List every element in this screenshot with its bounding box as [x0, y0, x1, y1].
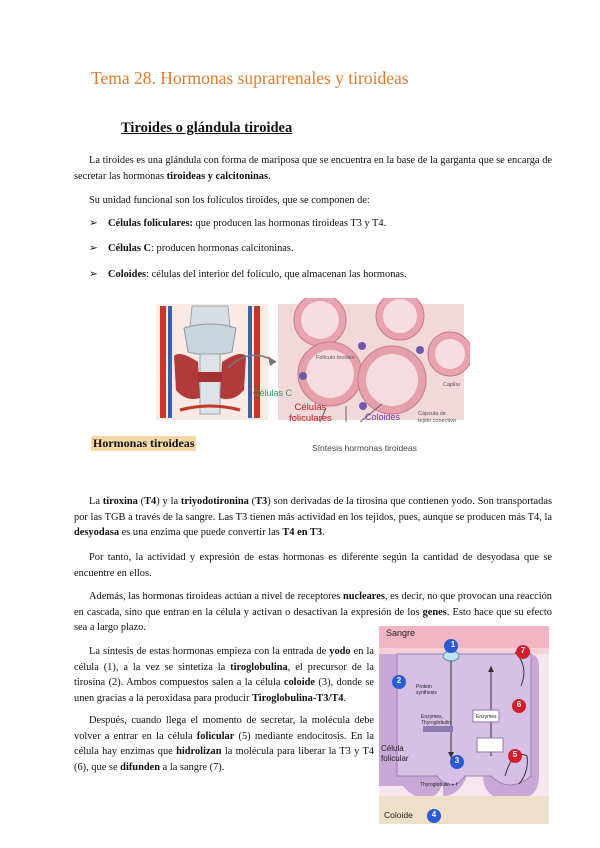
- bold-text: hidrolizan: [176, 746, 222, 758]
- bold-text: coloide: [283, 677, 316, 689]
- celulas-foliculares-label: [289, 402, 332, 424]
- thyroglobulin-label: Thyroglobulin + I⁻: [420, 782, 460, 788]
- coloides-label: Coloides: [365, 412, 401, 422]
- text: (: [248, 496, 256, 507]
- intro-paragraph: [74, 153, 552, 184]
- text: La síntesis de estas hormonas empieza con la entrada de: [89, 646, 330, 657]
- follicular-cell-figure: [379, 626, 549, 824]
- enzymes-line2: Thyroglobulin: [421, 720, 452, 726]
- paragraph-secrecion: [74, 713, 374, 775]
- step-5-badge: 5: [512, 750, 518, 759]
- foliculares-line2: foliculares: [289, 413, 332, 424]
- intro-text: La tiroides es una glándula con forma de mariposa que se encuentra en la base de la garganta que se encarga de secretar las hormonas: [74, 155, 552, 182]
- bold-text: yodo: [329, 646, 351, 657]
- coloide-label: Coloide: [384, 810, 413, 820]
- unit-paragraph: Su unidad funcional son los folículos tiroides, que se componen de:: [89, 195, 370, 206]
- sangre-label: Sangre: [386, 628, 416, 638]
- thyroid-anatomy-illustration: [156, 304, 268, 420]
- text: , es decir, no que provocan una reacción en cascada, sino que entran en la célula y activan o desactivan la expresión de los: [74, 591, 552, 618]
- bold-text: genes: [422, 606, 447, 618]
- paragraph-t3-t4: [74, 494, 552, 541]
- bullet-term: Células foliculares:: [108, 218, 193, 229]
- celula-folicular-label: [381, 744, 409, 764]
- text: (3), donde se unen gracias a la peroxidasa para producir: [74, 677, 374, 704]
- capilar-label: Capilar: [443, 382, 461, 388]
- text: , el precursor de la tirosina (2). Ambos compuestos salen a la célula: [74, 661, 374, 689]
- text: (5) mediante endocitosis. En la célula hay enzimas que: [74, 730, 374, 758]
- text: (: [137, 496, 145, 507]
- bullet-item: ➢ Células foliculares: que producen las hormonas tiroideas T3 y T4.: [89, 218, 387, 229]
- paragraph-desyodasa: Por tanto, la actividad y expresión de estas hormonas es diferente según la cantidad de desyodasa que se encuentre en ellos.: [74, 552, 552, 579]
- bold-text: nucleares: [342, 591, 385, 602]
- text: la molécula para liberar la T3 y T4 (6), que se: [74, 746, 374, 773]
- text: .: [322, 527, 325, 539]
- text: a la sangre (7).: [160, 761, 225, 773]
- intro-end: .: [268, 170, 271, 182]
- text: ) son derivadas de la tirosina que contienen yodo. Son transportadas por las TGB a través de la sangre. Las T3 tienen más actividad en los tejidos, pues, aunque se producen más T4, la: [74, 496, 553, 523]
- protein-synthesis-label: [416, 684, 437, 696]
- follicle-label: Folículo tiroideo: [316, 355, 355, 361]
- capsula-label: [418, 411, 456, 425]
- bullet-term: Coloides: [108, 269, 147, 280]
- bold-text: difunden: [120, 761, 161, 773]
- bullet-term: Células C: [108, 243, 152, 254]
- enzymes-line1: Enzymes,: [421, 714, 443, 720]
- bold-text: T4 en T3: [282, 527, 323, 539]
- bold-text: desyodasa: [74, 527, 120, 539]
- text: es una enzima que puede convertir las: [119, 527, 283, 539]
- enzymes-thyroglobulin-label: [421, 714, 451, 726]
- bold-text: triyodotironina: [180, 496, 249, 507]
- bold-text: T3: [255, 496, 268, 507]
- text: en la célula (1), a la vez se sintetiza la: [74, 646, 374, 673]
- capsula-line2: tejido conectivo: [418, 418, 456, 424]
- step-7-badge: 7: [520, 646, 526, 655]
- page-title: Tema 28. Hormonas suprarrenales y tiroideas: [91, 68, 409, 88]
- step-4-badge: 4: [431, 810, 437, 819]
- section-heading: Tiroides o glándula tiroidea: [121, 120, 293, 136]
- celulas-c-label: Células C: [253, 388, 293, 398]
- subsection-heading: Hormonas tiroideas: [93, 436, 195, 450]
- bullet-text: : células del interior del folículo, que almacenan las hormonas.: [146, 269, 407, 280]
- bullet-item: ➢ Coloides: células del interior del folículo, que almacenan las hormonas.: [89, 269, 407, 280]
- bold-text: tiroxina: [102, 496, 138, 507]
- enzymes-label: Enzymes: [476, 714, 497, 720]
- sintesis-label: Síntesis hormonas tiroideas: [312, 443, 417, 453]
- step-3-badge: 3: [454, 756, 460, 765]
- celula-line1: Célula: [381, 744, 404, 753]
- text: . Esto hace que su efecto sea a largo plazo.: [74, 606, 552, 634]
- bold-text: folicular: [196, 730, 235, 742]
- protein-line1: Protein: [416, 684, 432, 690]
- celula-line2: folicular: [381, 754, 409, 763]
- text: .: [343, 692, 347, 704]
- bullet-text: que producen las hormonas tiroideas T3 y T4.: [192, 218, 387, 229]
- intro-bold: tiroideas y calcitoninas: [166, 170, 269, 182]
- bold-text: T4: [144, 496, 157, 507]
- text: ) y la: [156, 496, 181, 507]
- step-6-badge: 6: [516, 700, 522, 709]
- text: Después, cuando llega el momento de secretar, la molécula debe volver a entrar en la célula: [74, 715, 374, 742]
- capsula-line1: Cápsula de: [418, 411, 446, 417]
- step-2-badge: 2: [396, 676, 402, 685]
- bullet-text: : producen hormonas calcitoninas.: [151, 243, 294, 254]
- paragraph-sintesis: [74, 644, 374, 706]
- foliculares-line1: Células: [294, 402, 327, 413]
- bold-text: tiroglobulina: [230, 661, 288, 673]
- bullet-item: ➢ Células C: producen hormonas calcitoninas.: [89, 243, 294, 254]
- text: La: [89, 496, 103, 507]
- bold-text: Tiroglobulina-T3/T4: [252, 692, 344, 704]
- step-1-badge: 1: [450, 640, 456, 649]
- protein-line2: synthesis: [416, 690, 437, 696]
- text: Además, las hormonas tiroideas actúan a nivel de receptores: [89, 591, 343, 602]
